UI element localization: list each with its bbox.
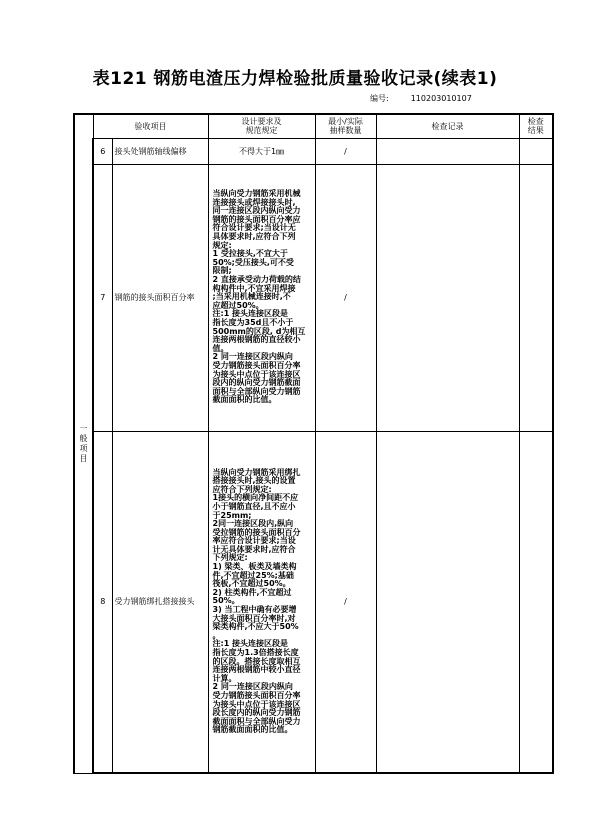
serial-label: 编号: — [370, 94, 389, 103]
row-item: 受力钢筋绑扎搭接接头 — [112, 431, 208, 773]
row-sample: / — [315, 431, 376, 773]
row-requirement: 不得大于1㎜ — [208, 138, 315, 164]
row-record[interactable] — [376, 431, 519, 773]
header-sample: 最小/实际 抽样数量 — [315, 114, 376, 138]
row-record[interactable] — [376, 164, 519, 431]
inspection-table — [73, 113, 554, 774]
row-sample: / — [315, 164, 376, 431]
row-result[interactable] — [519, 138, 553, 164]
row-result[interactable] — [519, 431, 553, 773]
page-title: 表121 钢筋电渣压力焊检验批质量验收记录(续表1) — [92, 69, 498, 89]
row-number: 8 — [93, 431, 112, 773]
table-row — [74, 138, 553, 164]
row-item: 接头处钢筋轴线偏移 — [112, 138, 208, 164]
serial-value: 110203010107 — [410, 94, 472, 103]
header-requirement: 设计要求及 规范规定 — [208, 114, 315, 138]
row-result[interactable] — [519, 164, 553, 431]
group-label: 一 般 项 目 — [74, 114, 93, 773]
table-row — [74, 164, 553, 431]
table-row — [74, 431, 553, 773]
table-header-row — [74, 114, 553, 138]
row-requirement: 当纵向受力钢筋采用绑扎 搭接接头时,接头的设置 应符合下列规定: 1接头的横向净间距不应 小于钢筋直径,且不应小 于25mm; 2同一连接区段内,纵向 受拉钢筋的接头面积百分 率应符合设计要求;当设 计无具体要求时,应符合 下列规定: 1) 梁类、板类及墙类构 件,不宜超过25%;基础 筏板,不宜超过50%。 2) 柱类构件,不宜超过 50%。 3) 当工程中确有必要增 大接头面积百分率时,对 梁类构件,不应大于50% 。 注:1 接头连接区段是 指长度为1.3倍搭接长度 的区段。搭接长度取相互 连接两根钢筋中较小直径 计算。 2 同一连接区段内纵向 受力钢筋接头面积百分率 为接头中点位于该连接区 段长度内的纵向受力钢筋 截面面积与全部纵向受力 钢筋截面面积的比值。 — [208, 431, 315, 773]
row-record[interactable] — [376, 138, 519, 164]
row-number: 6 — [93, 138, 112, 164]
row-number: 7 — [93, 164, 112, 431]
row-requirement: 当纵向受力钢筋采用机械 连接接头或焊接接头时, 同一连接区段内纵向受力 钢筋的接头面积百分率应 符合设计要求;当设计无 具体要求时,应符合下列 规定: 1 受拉接头,不宜大于 50%;受压接头,可不受 限制; 2 直接承受动力荷载的结 构构件中,不宜采用焊接 ;当采用机械连接时,不 应超过50%。 注:1 接头连接区段是 指长度为35d且不小于 500mm的区段, d为相互 连接两根钢筋的直径较小 值。 2 同一连接区段内纵向 受力钢筋接头面积百分率 为接头中点位于该连接区 段内的纵向受力钢筋截面 面积与全部纵向受力钢筋 截面面积的比值。 — [208, 164, 315, 431]
header-record: 检查记录 — [376, 114, 519, 138]
row-item: 钢筋的接头面积百分率 — [112, 164, 208, 431]
header-result: 检查 结果 — [519, 114, 553, 138]
header-item: 验收项目 — [93, 114, 208, 138]
row-sample: / — [315, 138, 376, 164]
serial-number — [370, 93, 472, 104]
